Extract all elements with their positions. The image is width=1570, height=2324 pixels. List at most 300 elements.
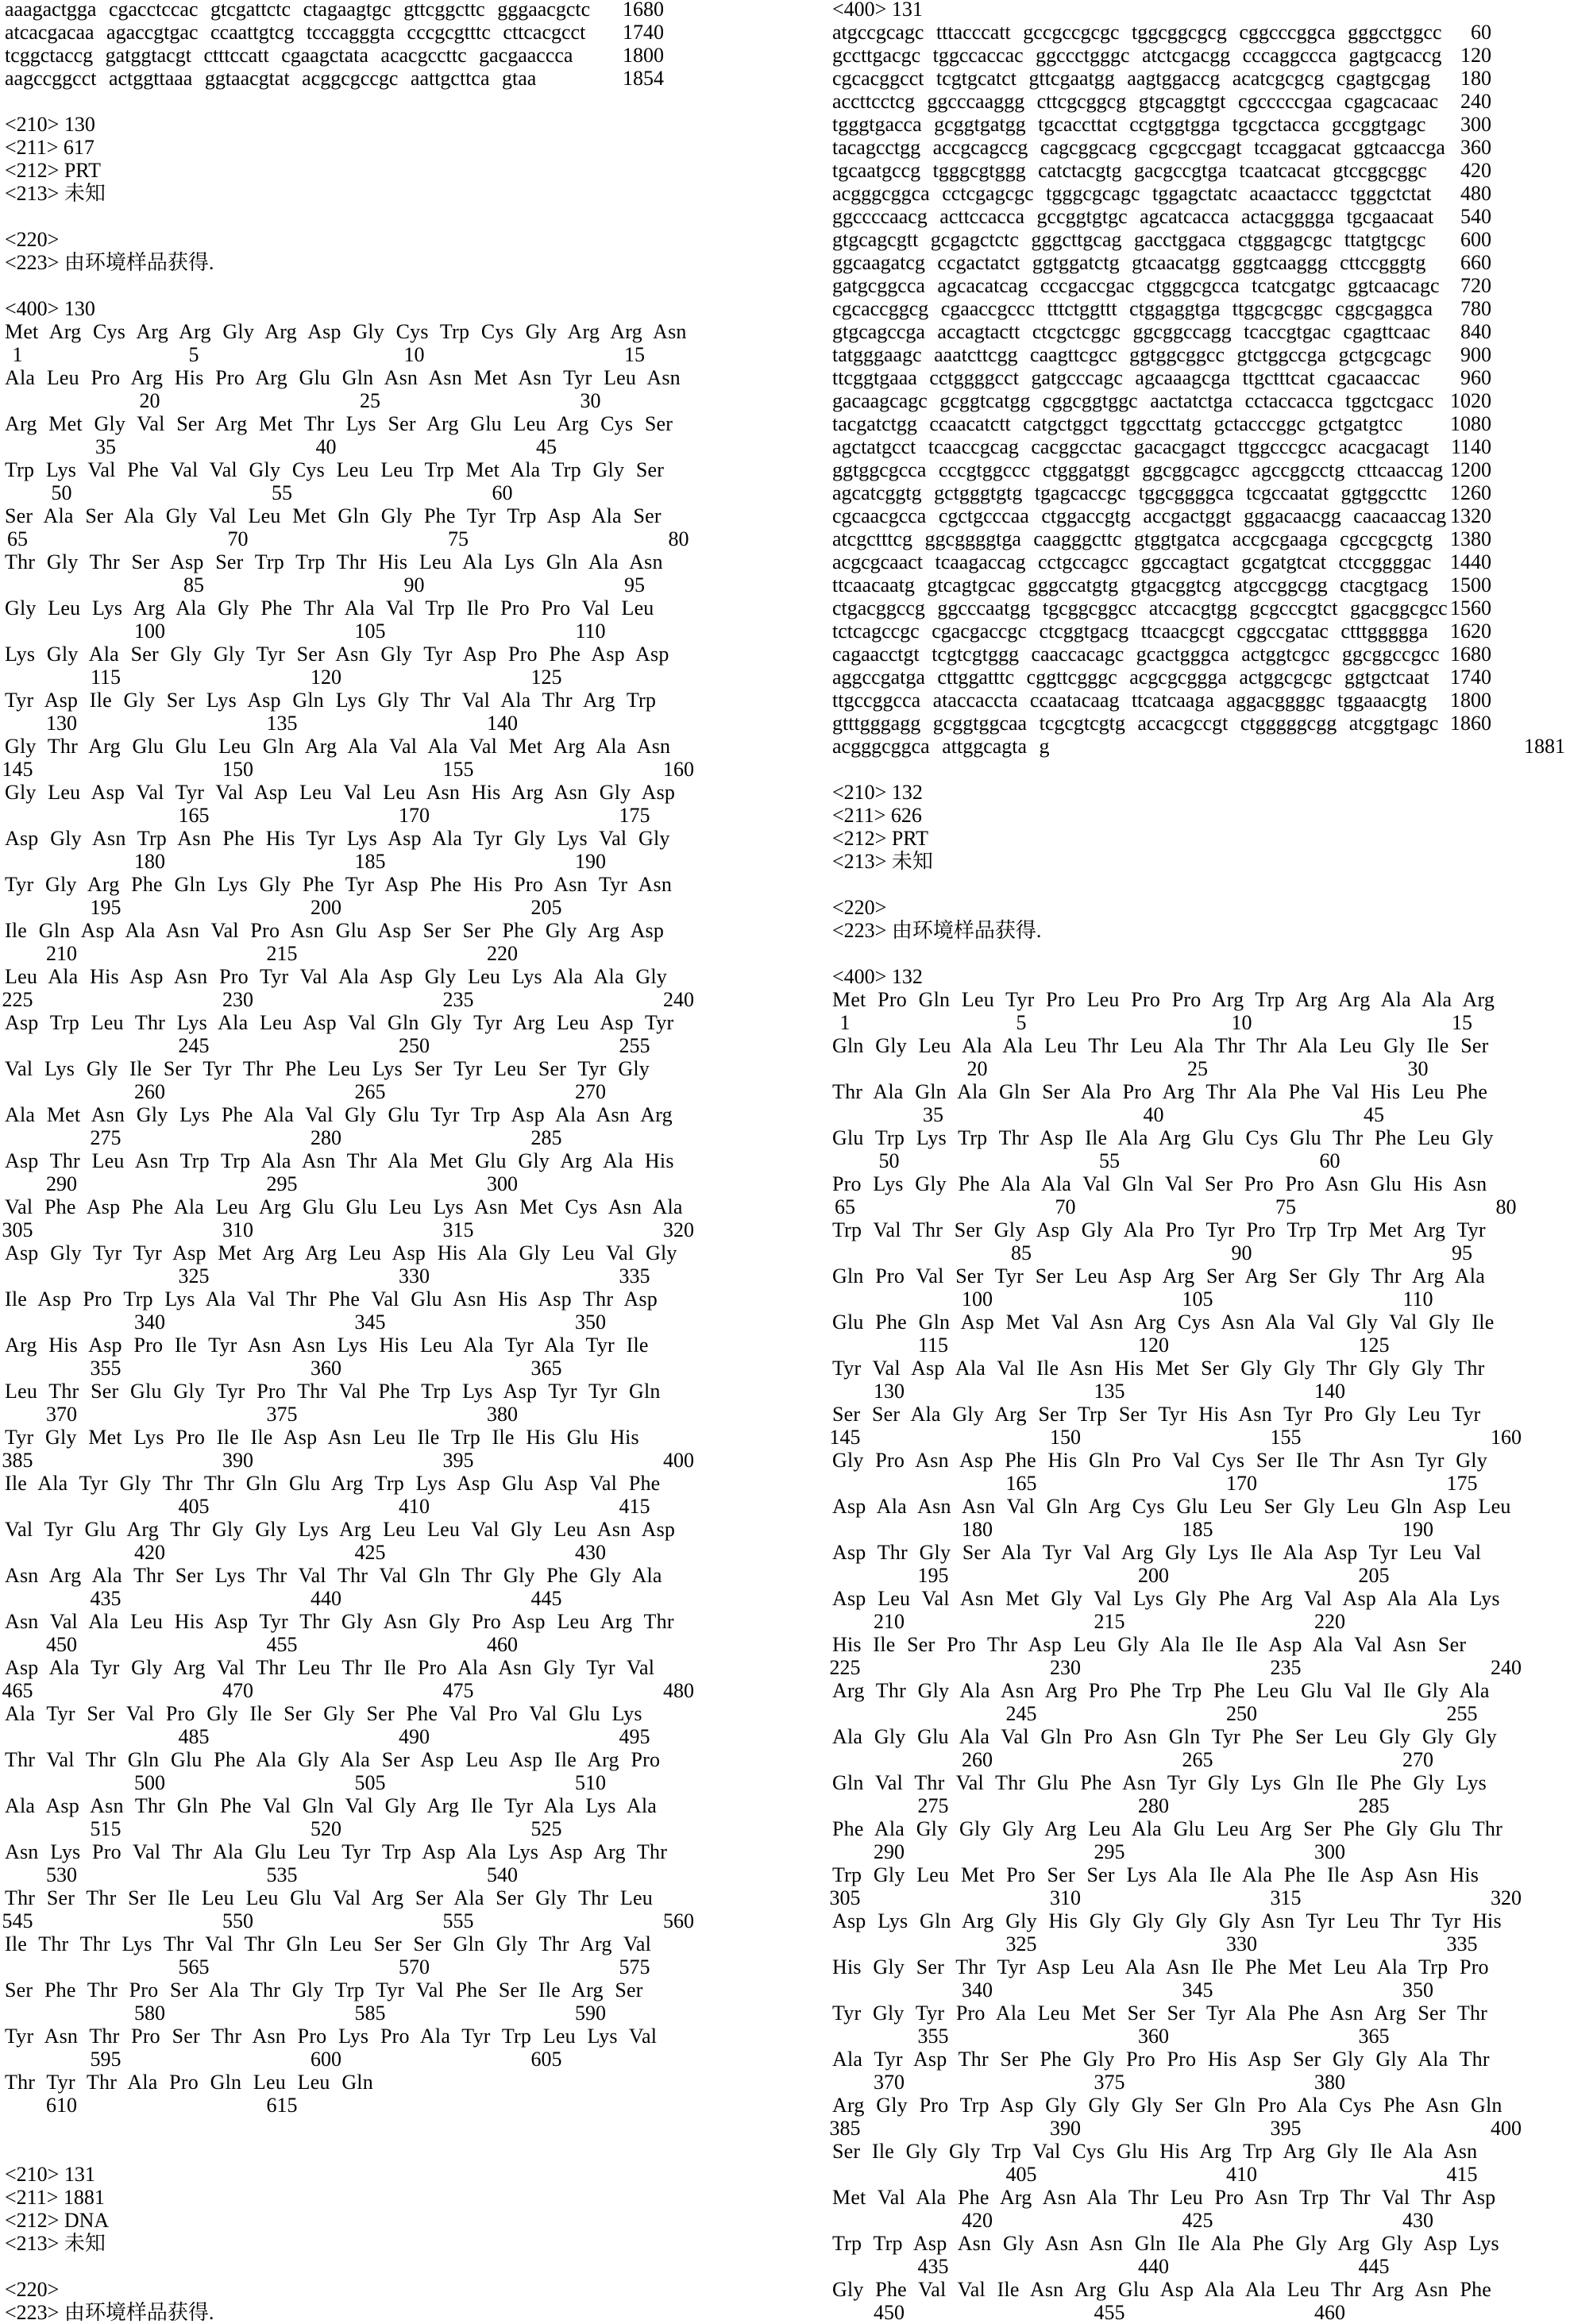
residue-number: 255 — [619, 1034, 650, 1057]
residue-number: 140 — [1314, 1380, 1345, 1403]
residue-line — [5, 1103, 747, 1126]
dna-sequence-text: gtttgggagg gcggtggcaa tcgcgtcgtg accacgccgt ctgggggcgg atcggtgagc — [832, 712, 1438, 735]
residue-number: 20 — [140, 389, 160, 412]
residue-number: 20 — [967, 1057, 988, 1080]
position-number: 1680 — [1450, 643, 1491, 666]
residue-text: Ser Ile Gly Gly Trp Val Cys Glu His Arg Trp Arg Gly Ile Ala Asn — [832, 2140, 1477, 2163]
residue-number: 260 — [962, 1748, 993, 1771]
residue-number: 95 — [624, 573, 645, 596]
residue-number: 410 — [1226, 2163, 1257, 2186]
residue-text: Ala Asp Asn Thr Gln Phe Val Gln Val Gly Arg Ile Tyr Ala Lys Ala — [5, 1794, 657, 1817]
residue-text: Tyr Gly Arg Phe Gln Lys Gly Phe Tyr Asp Phe His Pro Asn Tyr Asn — [5, 873, 672, 896]
dna-sequence-text: ggtggcgcca cccgtggccc ctgggatggt ggcggcagcc agccggcctg cttcaaccag — [832, 458, 1443, 481]
residue-number: 360 — [1138, 2025, 1169, 2048]
residue-number: 110 — [575, 620, 605, 643]
blank-line — [5, 2140, 747, 2163]
residue-number-line — [5, 2048, 747, 2071]
residue-line — [832, 988, 1570, 1011]
residue-number-line — [832, 1287, 1570, 1311]
residue-number: 130 — [874, 1380, 905, 1403]
dna-line — [832, 412, 1570, 435]
residue-text: Ala Gly Glu Ala Val Gln Pro Asn Gln Tyr Phe Ser Leu Gly Gly Gly — [832, 1725, 1497, 1748]
dna-sequence-text: tctcagccgc cgacgaccgc ctcggtgacg ttcaacgcgt cggccgatac ctttggggga — [832, 620, 1428, 643]
residue-number: 60 — [492, 481, 513, 504]
sequence-label: <400> 130 — [5, 297, 747, 320]
residue-number: 235 — [1271, 1656, 1302, 1679]
position-number: 1260 — [1450, 481, 1491, 504]
residue-number: 90 — [1232, 1241, 1252, 1264]
residue-number-line — [5, 2002, 747, 2025]
residue-line — [832, 1311, 1570, 1334]
dna-sequence-text: tatgggaagc aaatcttcgg caagttcgcc ggtggcggcc gtctggccga gctgcgcagc — [832, 343, 1432, 366]
residue-number: 55 — [1099, 1149, 1120, 1172]
residue-number-line — [5, 1495, 747, 1518]
residue-text: Gln Gly Leu Ala Ala Leu Thr Leu Ala Thr Thr Ala Leu Gly Ile Ser — [832, 1034, 1489, 1057]
residue-number: 315 — [443, 1218, 474, 1241]
residue-number: 360 — [311, 1357, 341, 1380]
position-number: 1800 — [1450, 689, 1491, 712]
field-line: <223> 由环境样品获得. — [5, 2301, 747, 2324]
residue-number: 160 — [1491, 1426, 1522, 1449]
residue-number-line — [5, 1218, 747, 1241]
residue-number-line — [5, 1080, 747, 1103]
residue-number: 325 — [1006, 1932, 1037, 1955]
residue-text: Ser Ser Ala Gly Arg Ser Trp Ser Tyr His Asn Tyr Pro Gly Leu Tyr — [832, 1403, 1480, 1426]
residue-number: 280 — [311, 1126, 341, 1149]
residue-line — [832, 1495, 1570, 1518]
residue-number: 335 — [619, 1264, 650, 1287]
meta-section — [5, 2163, 747, 2255]
residue-number: 220 — [1314, 1610, 1345, 1633]
dna-sequence-text: gtgcagccga accagtactt ctcgctcggc ggcggccagg tcaccgtgac cgagttcaac — [832, 320, 1430, 343]
residue-number: 270 — [1402, 1748, 1433, 1771]
dna-sequence-text: acgggcggca cctcgagcgc tgggcgcagc tggagctatc acaactaccc tgggctctat — [832, 182, 1431, 205]
dna-line — [832, 573, 1570, 596]
residue-line — [5, 689, 747, 712]
residue-number-line — [5, 1633, 747, 1656]
dna-line — [832, 458, 1570, 481]
residue-text: Asp Leu Val Asn Met Gly Val Lys Gly Phe Arg Val Asp Ala Ala Lys — [832, 1587, 1500, 1610]
residue-number: 145 — [830, 1426, 861, 1449]
residue-number: 155 — [1271, 1426, 1302, 1449]
residue-number-line — [5, 712, 747, 735]
residue-number: 250 — [1226, 1702, 1257, 1725]
position-number: 420 — [1460, 159, 1491, 182]
residue-number-line — [5, 1357, 747, 1380]
position-number: 180 — [1460, 67, 1491, 90]
position-number: 1320 — [1450, 504, 1491, 527]
position-number: 1740 — [1450, 666, 1491, 689]
residue-number: 180 — [134, 850, 165, 873]
dna-sequence-text: tcggctaccg gatggtacgt ctttccatt cgaagctata acacgccttc gacgaaccca — [5, 44, 573, 67]
protein-section — [5, 297, 747, 2117]
residue-number: 15 — [624, 343, 645, 366]
dna-line — [832, 67, 1570, 90]
residue-number-line — [832, 2209, 1570, 2232]
residue-text: Trp Val Thr Ser Gly Asp Gly Ala Pro Tyr Pro Trp Trp Met Arg Tyr — [832, 1218, 1486, 1241]
residue-number-line — [5, 1955, 747, 1978]
residue-number-line — [5, 850, 747, 873]
residue-number-line — [5, 666, 747, 689]
dna-sequence-text: tgggtgacca gcggtgatgg tgcaccttat ccgtggtgga tgcgctacca gccggtgagc — [832, 113, 1425, 136]
residue-line — [5, 550, 747, 573]
residue-text: Asn Val Ala Leu His Asp Tyr Thr Gly Asn Gly Pro Asp Leu Arg Thr — [5, 1610, 674, 1633]
residue-number: 15 — [1452, 1011, 1472, 1034]
left-column — [5, 0, 747, 2324]
dna-line — [832, 666, 1570, 689]
residue-number: 255 — [1447, 1702, 1478, 1725]
residue-number: 340 — [962, 1978, 993, 2002]
position-number: 1740 — [623, 21, 664, 44]
residue-line — [5, 1794, 747, 1817]
blank-line — [832, 942, 1570, 965]
field-line: <220> — [5, 228, 747, 251]
residue-number: 290 — [874, 1840, 905, 1863]
residue-line — [832, 2232, 1570, 2255]
residue-number: 445 — [1359, 2255, 1390, 2278]
residue-number: 295 — [1094, 1840, 1125, 1863]
residue-line — [832, 1449, 1570, 1472]
residue-line — [5, 366, 747, 389]
residue-line — [832, 2186, 1570, 2209]
residue-number: 145 — [2, 758, 33, 781]
residue-number: 165 — [179, 804, 210, 827]
residue-number: 330 — [1226, 1932, 1257, 1955]
dna-sequence-text: atcgctttcg ggcggggtga caagggcttc gtggtgatca accgcgaaga cgccgcgctg — [832, 527, 1433, 550]
residue-number: 350 — [575, 1311, 606, 1334]
residue-number: 70 — [1055, 1195, 1076, 1218]
residue-text: Leu Ala His Asp Asn Pro Tyr Val Ala Asp Gly Leu Lys Ala Ala Gly — [5, 965, 667, 988]
residue-number: 415 — [619, 1495, 650, 1518]
residue-line — [832, 2094, 1570, 2117]
residue-number: 465 — [2, 1679, 33, 1702]
position-number: 840 — [1460, 320, 1491, 343]
residue-line — [832, 1725, 1570, 1748]
dna-line — [832, 182, 1570, 205]
position-number: 540 — [1460, 205, 1491, 228]
position-number: 120 — [1460, 44, 1491, 67]
right-column — [832, 0, 1570, 2324]
residue-number-line — [5, 1449, 747, 1472]
residue-number: 45 — [536, 435, 557, 458]
residue-text: Asp Ala Tyr Gly Arg Val Thr Leu Thr Ile Pro Ala Asn Gly Tyr Val — [5, 1656, 654, 1679]
field-line: <212> PRT — [5, 159, 747, 182]
residue-text: Glu Phe Gln Asp Met Val Asn Arg Cys Asn Ala Val Gly Val Gly Ile — [832, 1311, 1494, 1334]
residue-number: 35 — [95, 435, 116, 458]
dna-line — [5, 67, 747, 90]
dna-line — [832, 320, 1570, 343]
residue-line — [832, 1126, 1570, 1149]
residue-number: 160 — [663, 758, 694, 781]
residue-text: Phe Ala Gly Gly Gly Arg Leu Ala Glu Leu Arg Ser Phe Gly Glu Thr — [832, 1817, 1502, 1840]
residue-text: Ile Ala Tyr Gly Thr Thr Gln Glu Arg Trp Lys Asp Glu Asp Val Phe — [5, 1472, 660, 1495]
residue-line — [5, 1564, 747, 1587]
residue-number: 200 — [311, 896, 341, 919]
residue-number: 85 — [1011, 1241, 1032, 1264]
residue-number-line — [832, 1794, 1570, 1817]
residue-number: 305 — [830, 1886, 861, 1909]
dna-sequence-text: ggccccaacg acttccacca gccggtgtgc agcatcacca actacgggga tgcgaacaat — [832, 205, 1433, 228]
meta-section — [5, 228, 747, 274]
residue-number: 345 — [355, 1311, 386, 1334]
residue-text: Val Lys Gly Ile Ser Tyr Thr Phe Leu Lys Ser Tyr Leu Ser Tyr Gly — [5, 1057, 650, 1080]
position-number: 300 — [1460, 113, 1491, 136]
residue-line — [832, 1633, 1570, 1656]
residue-text: Arg His Asp Pro Ile Tyr Asn Asn Lys His Leu Ala Tyr Ala Tyr Ile — [5, 1334, 649, 1357]
residue-number: 530 — [46, 1863, 77, 1886]
residue-number-line — [832, 1380, 1570, 1403]
residue-number: 430 — [575, 1541, 606, 1564]
residue-text: Asp Thr Gly Ser Ala Tyr Val Arg Gly Lys Ile Ala Asp Tyr Leu Val — [832, 1541, 1481, 1564]
dna-line — [832, 113, 1570, 136]
residue-number: 435 — [918, 2255, 949, 2278]
residue-number: 545 — [2, 1909, 33, 1932]
residue-number: 310 — [222, 1218, 253, 1241]
residue-number: 415 — [1447, 2163, 1478, 2186]
residue-number-line — [5, 389, 747, 412]
residue-text: Met Pro Gln Leu Tyr Pro Leu Pro Pro Arg Trp Arg Arg Ala Ala Arg — [832, 988, 1495, 1011]
residue-number: 405 — [1006, 2163, 1037, 2186]
residue-number: 125 — [531, 666, 562, 689]
residue-number: 490 — [399, 1725, 430, 1748]
residue-number: 25 — [1187, 1057, 1208, 1080]
residue-line — [832, 2048, 1570, 2071]
position-number: 60 — [1471, 21, 1491, 44]
residue-line — [832, 1172, 1570, 1195]
residue-number: 295 — [267, 1172, 298, 1195]
residue-line — [5, 504, 747, 527]
residue-text: Ala Leu Pro Arg His Pro Arg Glu Gln Asn Asn Met Asn Tyr Leu Asn — [5, 366, 681, 389]
residue-text: Ser Ala Ser Ala Gly Val Leu Met Gln Gly Phe Tyr Trp Asp Ala Ser — [5, 504, 662, 527]
protein-section — [832, 965, 1570, 2324]
residue-number-line — [5, 481, 747, 504]
position-number: 480 — [1460, 182, 1491, 205]
residue-number: 210 — [46, 942, 77, 965]
residue-number: 245 — [1006, 1702, 1037, 1725]
dna-sequence-text: gccttgacgc tggccaccac ggccctgggc atctcgacgg cccaggccca gagtgcaccg — [832, 44, 1441, 67]
residue-number-line — [832, 1472, 1570, 1495]
residue-number: 115 — [918, 1334, 948, 1357]
residue-number: 330 — [399, 1264, 430, 1287]
residue-number: 580 — [134, 2002, 165, 2025]
residue-line — [832, 1863, 1570, 1886]
residue-line — [832, 1264, 1570, 1287]
residue-number: 195 — [91, 896, 122, 919]
residue-number-line — [5, 1587, 747, 1610]
residue-number: 555 — [443, 1909, 474, 1932]
residue-line — [832, 1403, 1570, 1426]
residue-number: 260 — [134, 1080, 165, 1103]
residue-number: 130 — [46, 712, 77, 735]
residue-number: 535 — [267, 1863, 298, 1886]
position-number: 900 — [1460, 343, 1491, 366]
residue-text: Asp Gly Asn Trp Asn Phe His Tyr Lys Asp Ala Tyr Gly Lys Val Gly — [5, 827, 670, 850]
residue-line — [5, 2071, 747, 2094]
residue-number: 400 — [663, 1449, 694, 1472]
residue-number: 175 — [1447, 1472, 1478, 1495]
residue-number-line — [5, 1817, 747, 1840]
dna-sequence-text: tacagcctgg accgcagccg cagcggcacg cgcgccgagt tccaggacat ggtcaaccga — [832, 136, 1445, 159]
residue-number: 440 — [311, 1587, 341, 1610]
residue-number: 135 — [267, 712, 298, 735]
residue-text: Arg Gly Pro Trp Asp Gly Gly Gly Ser Gln Pro Ala Cys Phe Asn Gln — [832, 2094, 1502, 2117]
dna-sequence-text: cgcacggcct tcgtgcatct gttcgaatgg aagtggaccg acatcgcgcg cgagtgcgag — [832, 67, 1430, 90]
residue-number: 595 — [91, 2048, 122, 2071]
residue-number-line — [5, 758, 747, 781]
residue-number-line — [5, 804, 747, 827]
residue-number: 35 — [923, 1103, 943, 1126]
residue-text: Gln Val Thr Val Thr Glu Phe Asn Tyr Gly Lys Gln Ile Phe Gly Lys — [832, 1771, 1487, 1794]
dna-line — [832, 297, 1570, 320]
position-number: 1680 — [623, 0, 664, 21]
residue-number: 565 — [179, 1955, 210, 1978]
residue-number: 510 — [575, 1771, 606, 1794]
residue-number: 110 — [1402, 1287, 1433, 1311]
residue-text: His Ile Ser Pro Thr Asp Leu Gly Ala Ile Ile Asp Ala Val Asn Ser — [832, 1633, 1466, 1656]
residue-number: 370 — [874, 2071, 905, 2094]
residue-number: 155 — [443, 758, 474, 781]
residue-number-line — [5, 620, 747, 643]
residue-number: 275 — [91, 1126, 122, 1149]
residue-number: 10 — [404, 343, 425, 366]
residue-number-line — [832, 1057, 1570, 1080]
residue-number: 390 — [1050, 2117, 1081, 2140]
position-number: 240 — [1460, 90, 1491, 113]
position-number: 1854 — [623, 67, 664, 90]
residue-number-line — [832, 2301, 1570, 2324]
residue-number: 85 — [183, 573, 204, 596]
residue-line — [5, 1978, 747, 2002]
residue-number: 215 — [1094, 1610, 1125, 1633]
residue-number: 445 — [531, 1587, 562, 1610]
residue-number: 435 — [91, 1587, 122, 1610]
residue-number: 460 — [1314, 2301, 1345, 2324]
residue-number: 205 — [531, 896, 562, 919]
residue-number: 200 — [1138, 1564, 1169, 1587]
residue-number: 45 — [1364, 1103, 1384, 1126]
residue-number-line — [832, 1011, 1570, 1034]
residue-number: 195 — [918, 1564, 949, 1587]
blank-line — [5, 205, 747, 228]
residue-number: 60 — [1320, 1149, 1340, 1172]
residue-number: 230 — [222, 988, 253, 1011]
residue-number: 375 — [267, 1403, 298, 1426]
residue-number-line — [5, 1311, 747, 1334]
residue-text: Tyr Gly Tyr Pro Ala Leu Met Ser Ser Tyr Ala Phe Asn Arg Ser Thr — [832, 2002, 1487, 2025]
residue-line — [832, 1541, 1570, 1564]
residue-text: Gly Leu Lys Arg Ala Gly Phe Thr Ala Val Trp Ile Pro Pro Val Leu — [5, 596, 654, 620]
residue-text: Asp Lys Gln Arg Gly His Gly Gly Gly Gly Asn Tyr Leu Thr Tyr His — [832, 1909, 1502, 1932]
meta-section — [832, 781, 1570, 873]
dna-sequence-text: gacaagcagc gcggtcatgg cggcggtggc aactatctga cctaccacca tggctcgacc — [832, 389, 1433, 412]
residue-number-line — [5, 896, 747, 919]
residue-number: 365 — [531, 1357, 562, 1380]
meta-section — [5, 2278, 747, 2324]
residue-line — [832, 1587, 1570, 1610]
blank-line — [832, 758, 1570, 781]
dna-sequence-text: tgcaatgccg tgggcgtggg catctacgtg gacgccgtga tcaatcacat gtccggcggc — [832, 159, 1427, 182]
position-number: 1620 — [1450, 620, 1491, 643]
residue-number: 170 — [399, 804, 430, 827]
residue-number-line — [5, 988, 747, 1011]
dna-line — [832, 435, 1570, 458]
residue-number: 585 — [355, 2002, 386, 2025]
field-line: <220> — [5, 2278, 747, 2301]
residue-line — [5, 781, 747, 804]
field-line: <212> DNA — [5, 2209, 747, 2232]
dna-sequence-text: ttgccggcca ataccaccta ccaatacaag ttcatcaaga aggacggggc tggaaacgtg — [832, 689, 1427, 712]
dna-line — [832, 274, 1570, 297]
residue-number: 600 — [311, 2048, 341, 2071]
residue-number: 75 — [448, 527, 469, 550]
residue-text: Pro Lys Gly Phe Ala Ala Val Gln Val Ser Pro Pro Asn Glu His Asn — [832, 1172, 1487, 1195]
residue-number: 95 — [1452, 1241, 1472, 1264]
residue-text: Gly Phe Val Val Ile Asn Arg Glu Asp Ala Ala Leu Thr Arg Asn Phe — [832, 2278, 1491, 2301]
dna-sequence-text: atcacgacaa agaccgtgac ccaattgtcg tcccagggta cccgcgtttc cttcacgcct — [5, 21, 585, 44]
residue-line — [5, 412, 747, 435]
field-line: <210> 132 — [832, 781, 1570, 804]
position-number: 600 — [1460, 228, 1491, 251]
residue-text: Asp Trp Leu Thr Lys Ala Leu Asp Val Gln Gly Tyr Arg Leu Asp Tyr — [5, 1011, 673, 1034]
residue-number: 495 — [619, 1725, 650, 1748]
dna-line — [832, 712, 1570, 735]
residue-number: 485 — [179, 1725, 210, 1748]
residue-number: 275 — [918, 1794, 949, 1817]
residue-text: Thr Gly Thr Ser Asp Ser Trp Trp Thr His Leu Ala Lys Gln Ala Asn — [5, 550, 663, 573]
residue-number: 270 — [575, 1080, 606, 1103]
residue-line — [5, 1748, 747, 1771]
residue-text: Trp Trp Asp Asn Gly Asn Asn Gln Ile Ala Phe Gly Arg Gly Asp Lys — [832, 2232, 1499, 2255]
dna-line — [832, 205, 1570, 228]
residue-text: Ala Tyr Asp Thr Ser Phe Gly Pro Pro His Asp Ser Gly Gly Ala Thr — [832, 2048, 1490, 2071]
residue-line — [5, 1241, 747, 1264]
residue-number: 250 — [399, 1034, 430, 1057]
position-number: 960 — [1460, 366, 1491, 389]
residue-number: 340 — [134, 1311, 165, 1334]
residue-number: 285 — [1359, 1794, 1390, 1817]
dna-section — [832, 0, 1570, 758]
residue-number: 320 — [1491, 1886, 1522, 1909]
dna-sequence-text: ttcggtgaaa cctggggcct gatgcccagc agcaaagcga ttgctttcat cgacaaccac — [832, 366, 1420, 389]
field-line: <211> 617 — [5, 136, 747, 159]
residue-number-line — [832, 1426, 1570, 1449]
blank-line — [5, 274, 747, 297]
dna-sequence-text: acgggcggca attggcagta g — [832, 735, 1050, 758]
dna-line — [832, 251, 1570, 274]
residue-number-line — [832, 1932, 1570, 1955]
residue-number-line — [5, 1172, 747, 1195]
residue-number: 80 — [669, 527, 689, 550]
residue-line — [5, 1886, 747, 1909]
residue-text: Arg Met Gly Val Ser Arg Met Thr Lys Ser Arg Glu Leu Arg Cys Ser — [5, 412, 673, 435]
residue-line — [832, 2278, 1570, 2301]
field-line: <212> PRT — [832, 827, 1570, 850]
meta-section — [832, 896, 1570, 942]
residue-text: Lys Gly Ala Ser Gly Gly Tyr Ser Asn Gly Tyr Asp Pro Phe Asp Asp — [5, 643, 669, 666]
residue-line — [5, 1195, 747, 1218]
residue-text: Asp Thr Leu Asn Trp Trp Ala Asn Thr Ala Met Glu Gly Arg Ala His — [5, 1149, 674, 1172]
residue-number: 65 — [835, 1195, 855, 1218]
dna-line — [832, 21, 1570, 44]
residue-number: 520 — [311, 1817, 341, 1840]
residue-number: 175 — [619, 804, 650, 827]
dna-sequence-text: ggcaagatcg ccgactatct ggtggatctg gtcaacatgg gggtcaaggg cttccgggtg — [832, 251, 1425, 274]
residue-number: 385 — [830, 2117, 861, 2140]
residue-text: Trp Gly Leu Met Pro Ser Ser Lys Ala Ile Ala Phe Ile Asp Asn His — [832, 1863, 1479, 1886]
residue-number: 30 — [581, 389, 601, 412]
dna-sequence-text: cgcaacgcca cgctgcccaa ctggaccgtg accgactggt gggacaacgg caacaaccag — [832, 504, 1446, 527]
residue-number: 400 — [1491, 2117, 1522, 2140]
